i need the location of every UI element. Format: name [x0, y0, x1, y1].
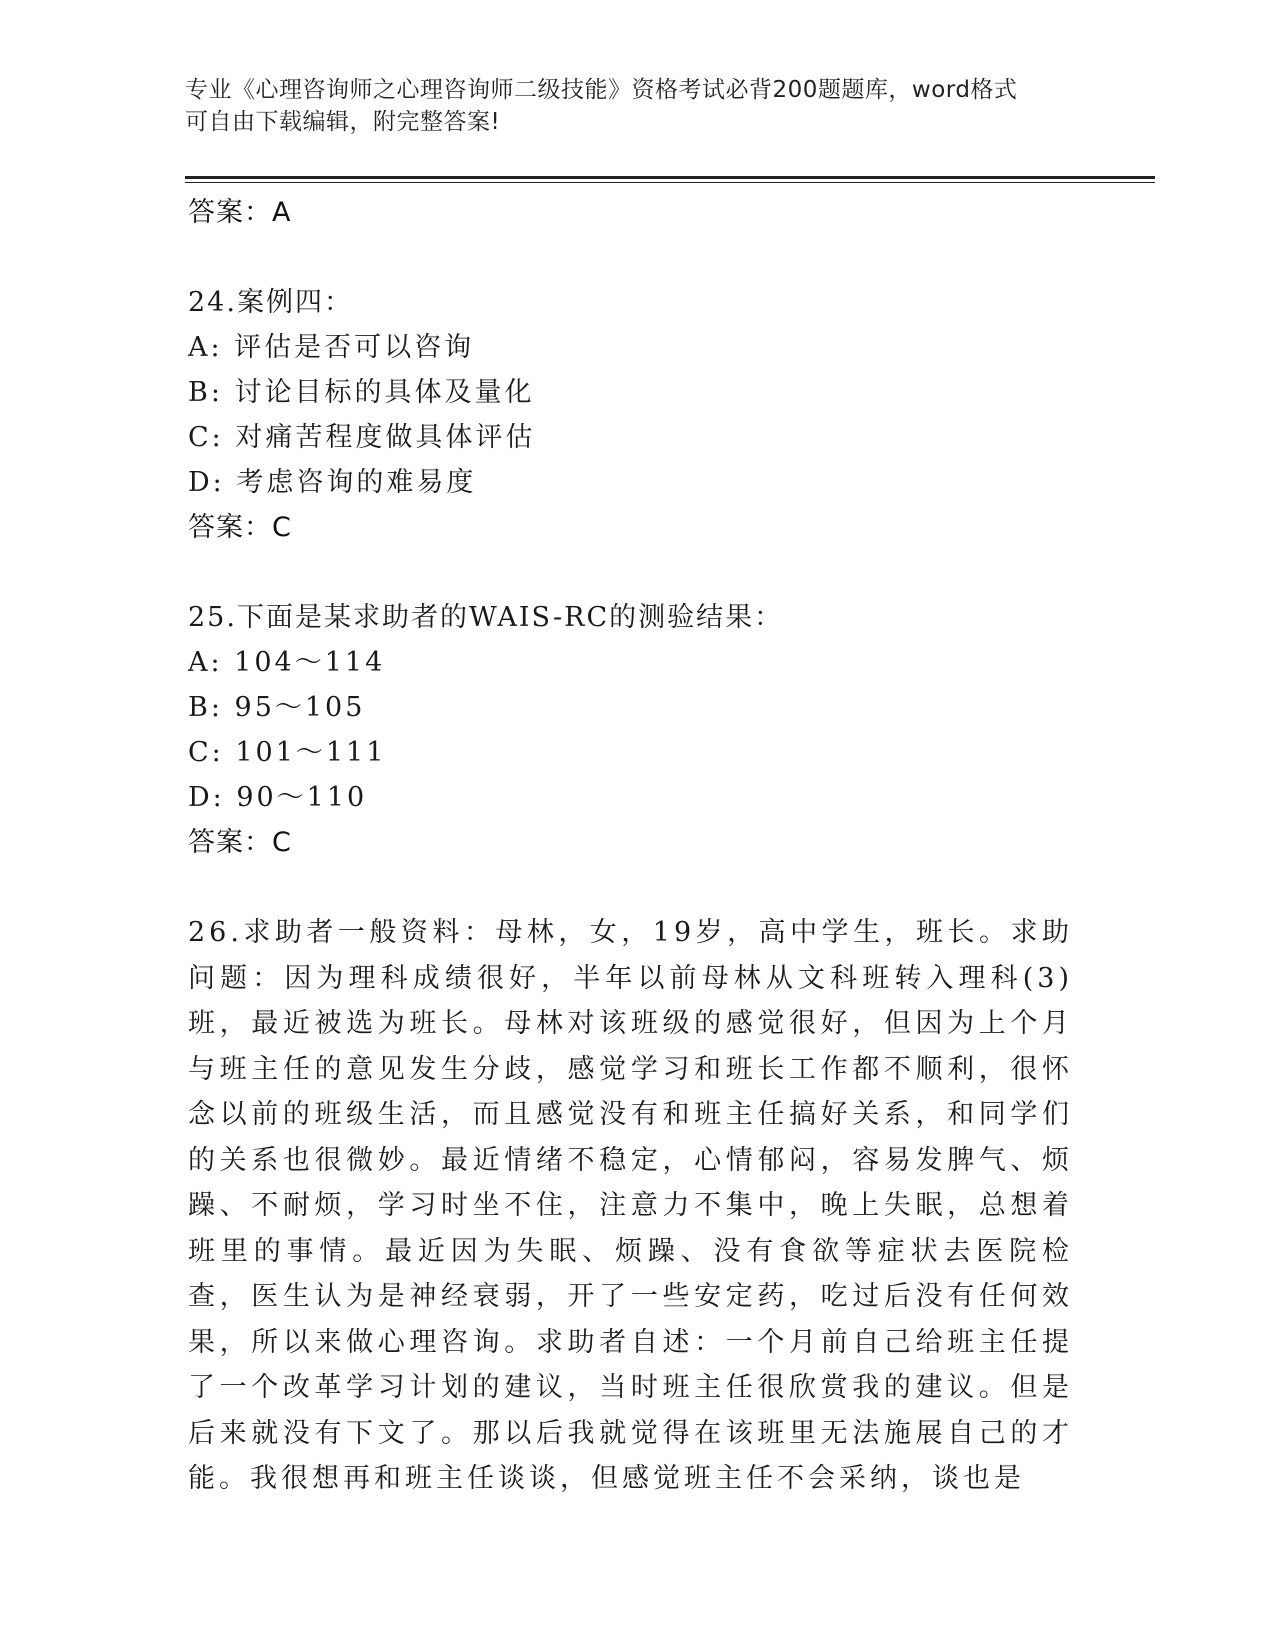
option-b: B: 95～105 [188, 692, 366, 723]
document-body [188, 190, 1073, 1502]
question-stem: 25.下面是某求助者的WAIS-RC的测验结果： [188, 602, 784, 633]
question-26 [188, 910, 1073, 1502]
option-c: C: 对痛苦程度做具体评估 [188, 422, 536, 453]
option-d: D: 考虑咨询的难易度 [188, 467, 477, 498]
header-line-2: 可自由下载编辑，附完整答案! [185, 109, 501, 135]
header-divider-thin [185, 182, 1155, 183]
answer-line: 答案：C [188, 827, 292, 858]
header-line-1: 专业《心理咨询师之心理咨询师二级技能》资格考试必背200题题库，word格式 [185, 77, 1018, 103]
option-a: A: 104～114 [188, 647, 386, 678]
header-divider-thick [185, 176, 1155, 179]
option-a: A: 评估是否可以咨询 [188, 332, 475, 363]
option-c: C: 101～111 [188, 737, 387, 768]
option-d: D: 90～110 [188, 782, 368, 813]
question-stem: 26.求助者一般资料：母林，女，19岁，高中学生，班长。求助问题：因为理科成绩很好，半年以前母林从文科班转入理科(3)班，最近被选为班长。母林对该班级的感觉很好，但因为上个月与班主任的意见发生分歧，感觉学习和班长工作都不顺利，很怀念以前的班级生活，而且感觉没有和班主任搞好关系，和同学们的关系也很微妙。最近情绪不稳定，心情郁闷，容易发脾气、烦躁、不耐烦，学习时坐不住，注意力不集中，晚上失眠，总想着班里的事情。最近因为失眠、烦躁、没有食欲等症状去医院检查，医生认为是神经衰弱，开了一些安定药，吃过后没有任何效果，所以来做心理咨询。求助者自述：一个月前自己给班主任提了一个改革学习计划的建议，当时班主任很欣赏我的建议。但是后来就没有下文了。那以后我就觉得在该班里无法施展自己的才能。我很想再和班主任谈谈，但感觉班主任不会采纳，谈也是 [188, 917, 1073, 1494]
previous-answer: 答案：A [188, 197, 292, 228]
option-b: B: 讨论目标的具体及量化 [188, 377, 535, 408]
question-25 [188, 595, 1073, 865]
question-24 [188, 280, 1073, 550]
page-header [185, 74, 1065, 138]
answer-line: 答案：C [188, 512, 292, 543]
question-stem: 24.案例四： [188, 287, 353, 318]
